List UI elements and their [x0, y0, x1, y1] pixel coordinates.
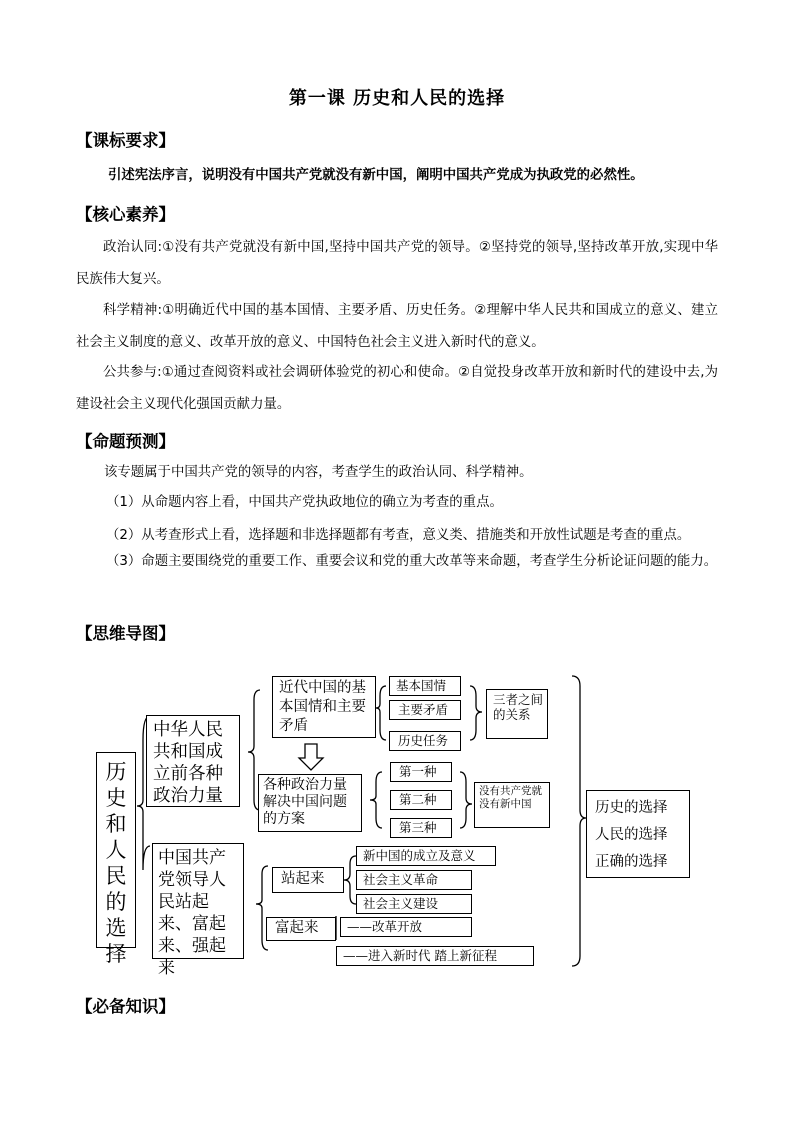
mm-kind-3 [390, 818, 452, 838]
mm-modern-china [272, 676, 376, 738]
mm-get-rich [266, 917, 336, 941]
mm-fact-contradiction-label: 主要矛盾 [398, 702, 449, 717]
mm-choices [586, 790, 690, 878]
forecast-item-3: （3）命题主要围绕党的重要工作、重要会议和党的重大改革等来命题，考查学生分析论证问题的能力。 [106, 554, 718, 569]
mm-reform-label: ——改革开放 [347, 919, 423, 934]
standard-text: 引述宪法序言，说明没有中国共产党就没有新中国，阐明中国共产党成为执政党的必然性。 [108, 167, 644, 183]
mm-modern-china-label: 近代中国的基本国情和主要矛盾 [279, 680, 366, 734]
mm-relation-label: 三者之间的关系 [493, 692, 544, 722]
mm-kind-1-label: 第一种 [399, 764, 437, 779]
mm-socialist-revolution [356, 870, 472, 890]
literacy-political: 政治认同:①没有共产党就没有新中国,坚持中国共产党的领导。②坚持党的领导,坚持改革开放,实现中华民族伟大复兴。 [76, 240, 718, 287]
mm-plans-label: 各种政治力量解决中国问题的方案 [263, 777, 347, 827]
mm-fact-basic [389, 676, 461, 696]
heading-literacy: 【核心素养】 [76, 205, 175, 224]
literacy-science: 科学精神:①明确近代中国的基本国情、主要矛盾、历史任务。②理解中华人民共和国成立的意义、建立社会主义制度的意义、改革开放的意义、中国特色社会主义进入新时代的意义。 [76, 303, 718, 350]
literacy-participation: 公共参与:①通过查阅资料或社会调研体验党的初心和使命。②自觉投身改革开放和新时代的建设中去,为建设社会主义现代化强国贡献力量。 [76, 365, 718, 412]
mm-socialist-construction [356, 894, 472, 914]
mm-relation [486, 689, 548, 739]
mm-socialist-construction-label: 社会主义建设 [363, 896, 439, 911]
mm-founding [356, 846, 496, 866]
mm-fact-task [389, 731, 461, 751]
mm-choice-history: 历史的选择 [595, 800, 668, 816]
mm-get-rich-label: 富起来 [275, 920, 319, 936]
mm-kind-3-label: 第三种 [399, 820, 437, 835]
mm-fact-basic-label: 基本国情 [396, 678, 447, 693]
mm-reform [340, 917, 472, 937]
page-title: 第一课 历史和人民的选择 [288, 88, 506, 109]
mm-kind-2-label: 第二种 [399, 792, 437, 807]
forecast-item-1: （1）从命题内容上看，中国共产党执政地位的确立为考查的重点。 [106, 495, 503, 510]
mm-founding-label: 新中国的成立及意义 [363, 848, 476, 863]
mm-root [96, 752, 136, 966]
mm-fact-task-label: 历史任务 [398, 733, 449, 748]
mm-choice-correct: 正确的选择 [595, 854, 668, 870]
mm-fact-contradiction [389, 700, 461, 720]
mm-no-cpc-no-new-china [474, 782, 550, 828]
forecast-intro: 该专题属于中国共产党的领导的内容，考查学生的政治认同、科学精神。 [104, 465, 533, 480]
heading-forecast: 【命题预测】 [76, 432, 175, 451]
mm-choice-people: 人民的选择 [595, 827, 668, 843]
mm-no-cpc-no-new-china-label: 没有共产党就没有新中国 [479, 785, 542, 810]
heading-knowledge: 【必备知识】 [76, 997, 175, 1016]
mm-branch-before-1949-label: 中华人民共和国成立前各种政治力量 [153, 720, 223, 806]
mm-kind-1 [390, 762, 452, 782]
mm-branch-cpc-leads-label: 中国共产党领导人民站起来、富起来、强起来 [158, 848, 226, 978]
heading-standard: 【课标要求】 [76, 131, 175, 150]
mm-stand-up [272, 867, 344, 893]
mm-plans [258, 774, 362, 832]
mm-branch-before-1949 [146, 715, 240, 807]
heading-mindmap: 【思维导图】 [76, 624, 175, 643]
mm-new-era-label: ——进入新时代 踏上新征程 [343, 948, 497, 963]
mm-socialist-revolution-label: 社会主义革命 [363, 872, 439, 887]
mm-kind-2 [390, 790, 452, 810]
mm-new-era [336, 946, 534, 966]
mm-stand-up-label: 站起来 [281, 871, 325, 887]
mm-root-label: 历史和人民的选择 [105, 760, 127, 966]
mm-branch-cpc-leads [152, 843, 244, 978]
forecast-item-2: （2）从考查形式上看，选择题和非选择题都有考查，意义类、措施类和开放性试题是考查的重点。 [106, 528, 691, 543]
